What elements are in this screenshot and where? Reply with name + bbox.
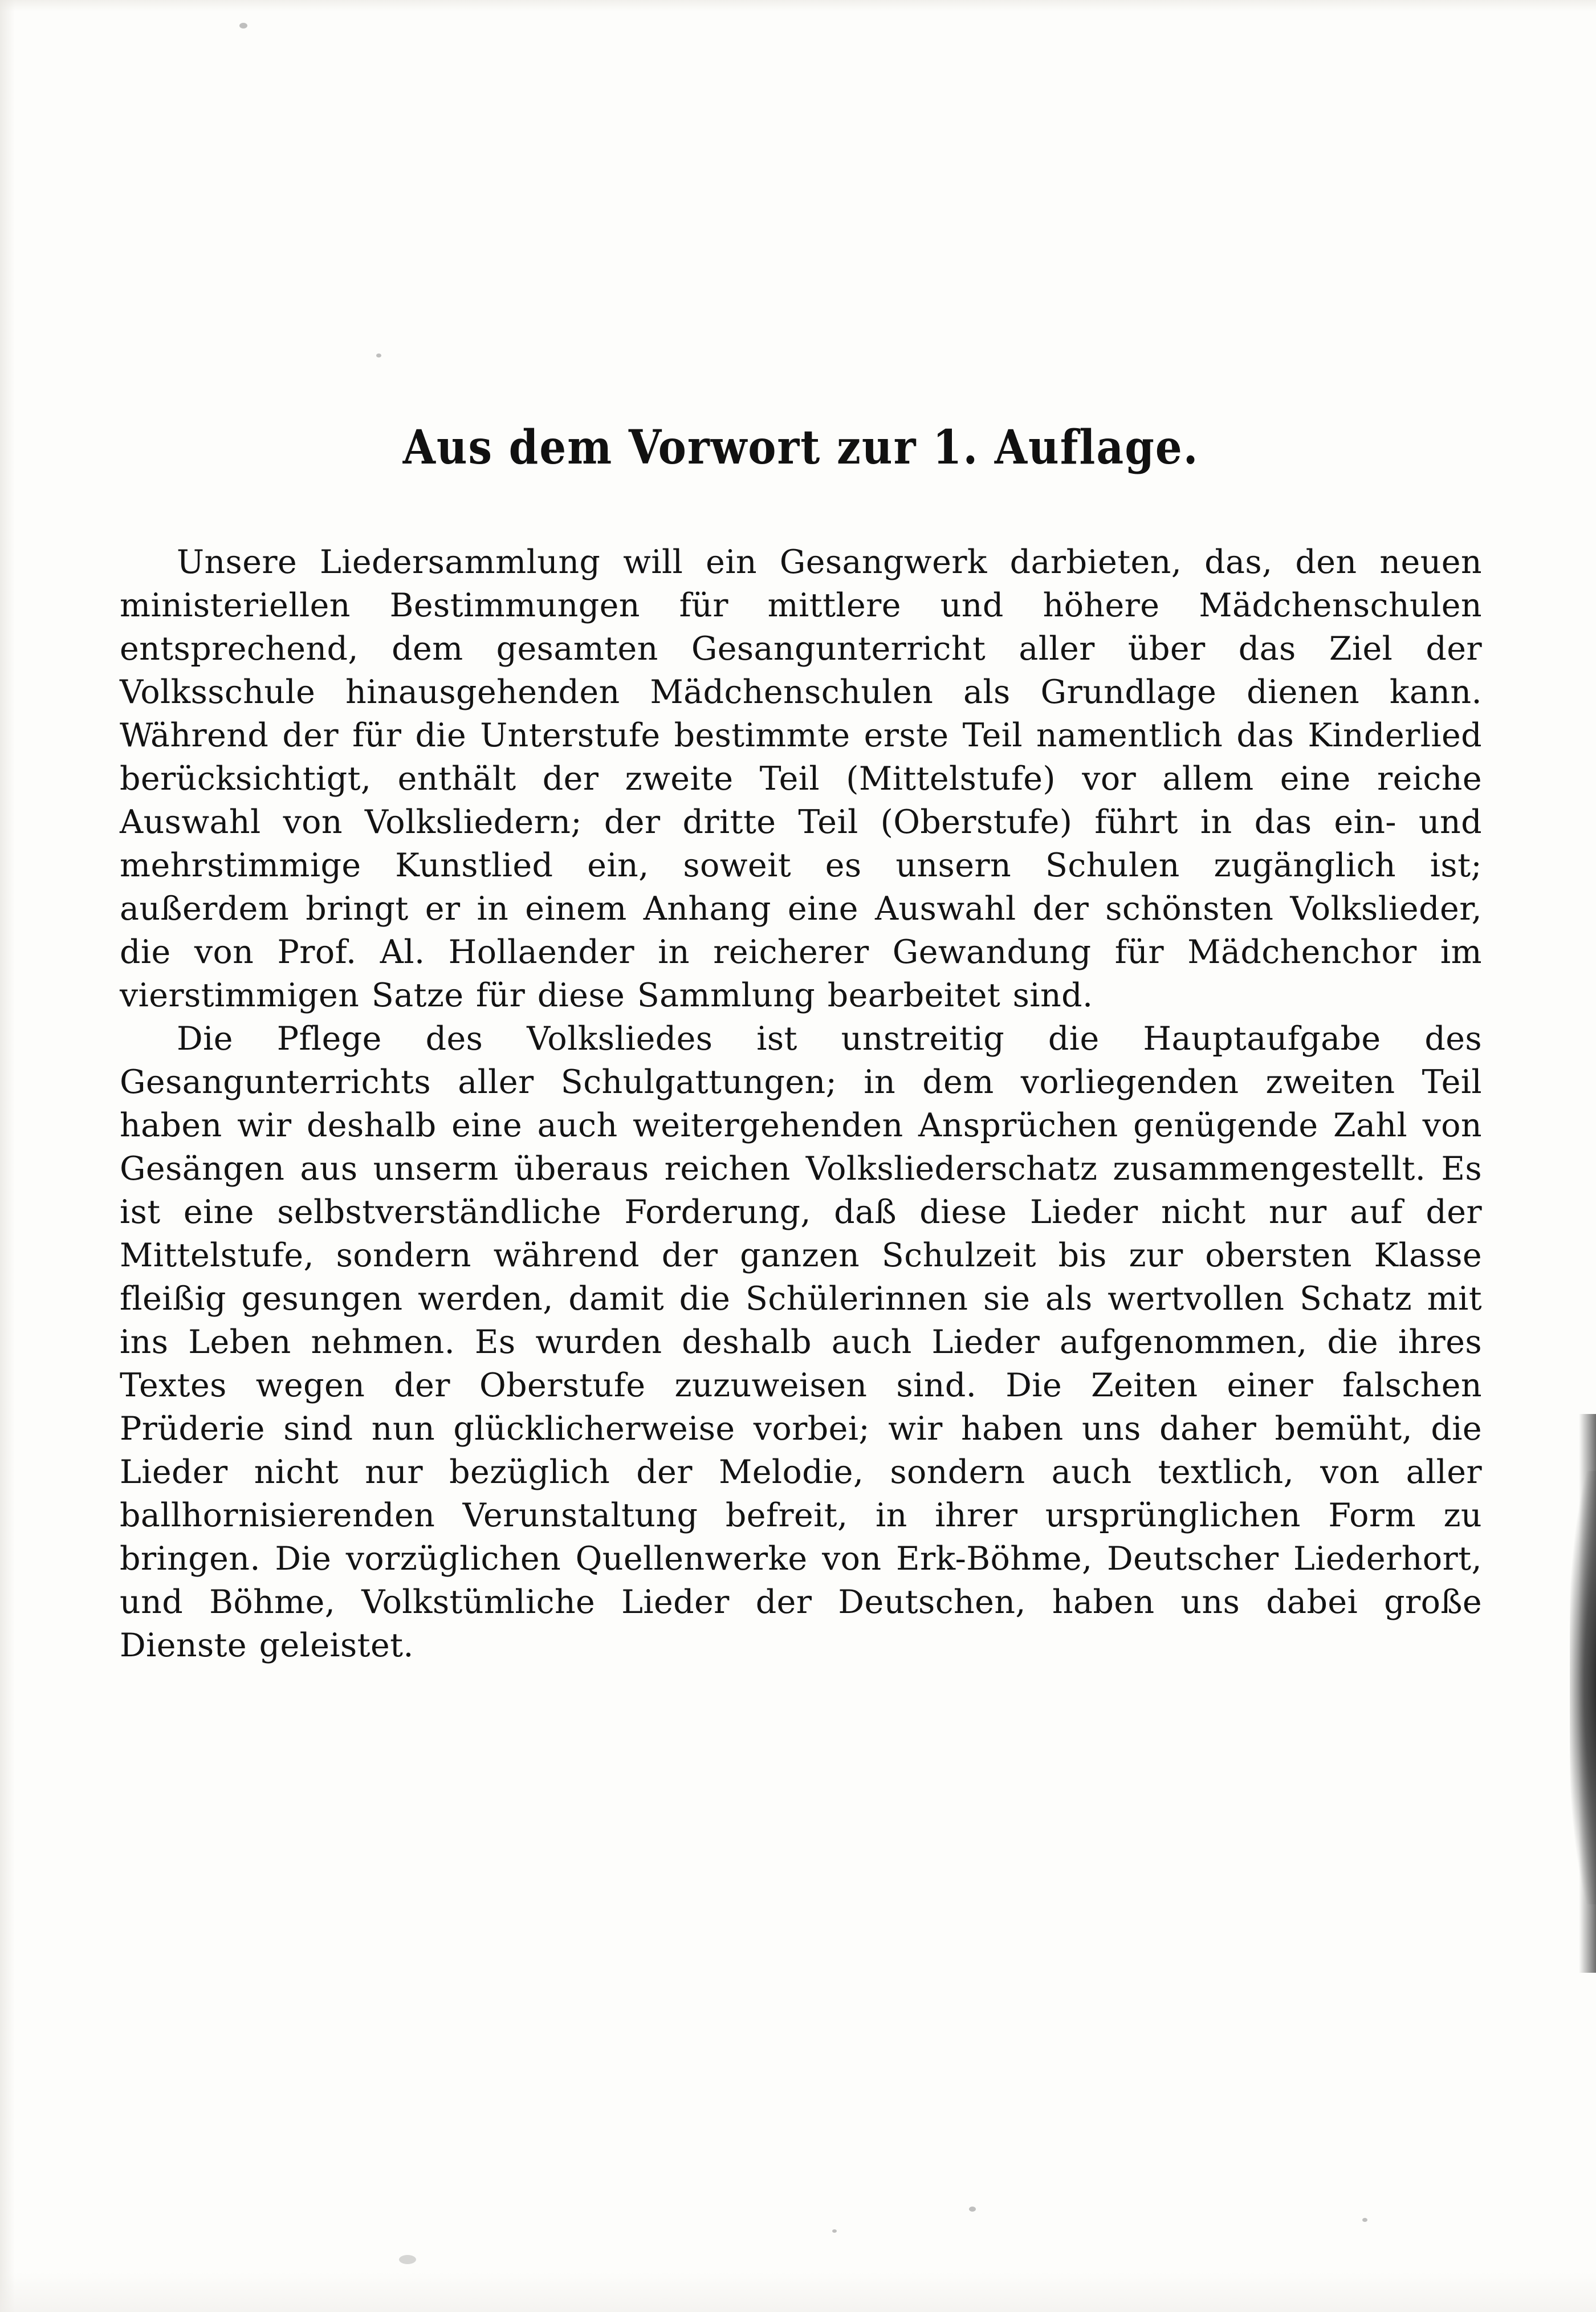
page-title: Aus dem Vorwort zur 1. Auflage. [402,420,1199,475]
body-text [120,473,1482,1667]
paragraph: Die Pflege des Volksliedes ist unstreitig die Hauptaufgabe des Gesangunterrichts aller Schulgattungen; in dem vorliegenden zweiten Teil haben wir deshalb eine auch weitergehenden Ansprüchen genügende Zahl von Gesängen aus unserm überaus reichen Volksliederschatz zusammengestellt. Es ist eine selbstverständliche Forderung, daß diese Lieder nicht nur auf der Mittelstufe, sondern während der ganzen Schulzeit bis zur obersten Klasse fleißig gesungen werden, damit die Schülerinnen sie als wertvollen Schatz mit ins Leben nehmen. Es wurden deshalb auch Lieder aufgenommen, die ihres Textes wegen der Oberstufe zuzuweisen sind. Die Zeiten einer falschen Prüderie sind nun glücklicherweise vorbei; wir haben uns daher bemüht, die Lieder nicht nur bezüglich der Melodie, sondern auch textlich, von aller ballhornisierenden Verunstaltung befreit, in ihrer ursprünglichen Form zu bringen. Die vorzüglichen Quellenwerke von Erk-Böhme, Deutscher Liederhort, und Böhme, Volkstümliche Lieder der Deutschen, haben uns dabei große Dienste geleistet. [120,1020,1482,1665]
scan-speck [832,2229,837,2233]
book-spine-shadow [1570,1471,1596,1904]
scan-speck [399,2255,416,2264]
page-content [120,0,1482,1667]
scan-speck [1362,2218,1367,2222]
scan-edge-bottom [0,2272,1596,2312]
paragraph: Unsere Liedersammlung will ein Gesangwerk darbieten, das, den neuen ministeriellen Bestimmungen für mittlere und höhere Mädchenschulen entsprechend, dem gesamten Gesangunterricht aller über das Ziel der Volksschule hinausgehenden Mädchenschulen als Grundlage dienen kann. Während der für die Unterstufe bestimmte erste Teil namentlich das Kinderlied berücksichtigt, enthält der zweite Teil (Mittelstufe) vor allem eine reiche Auswahl von Volksliedern; der dritte Teil (Oberstufe) führt in das ein- und mehrstimmige Kunstlied ein, soweit es unsern Schulen zugänglich ist; außerdem bringt er in einem Anhang eine Auswahl der schönsten Volkslieder, die von Prof. Al. Hollaender in reicherer Gewandung für Mädchenchor im vierstimmigen Satze für diese Sammlung bearbeitet sind. [120,543,1482,1015]
scan-speck [969,2207,976,2212]
scan-edge-left [0,0,15,2312]
